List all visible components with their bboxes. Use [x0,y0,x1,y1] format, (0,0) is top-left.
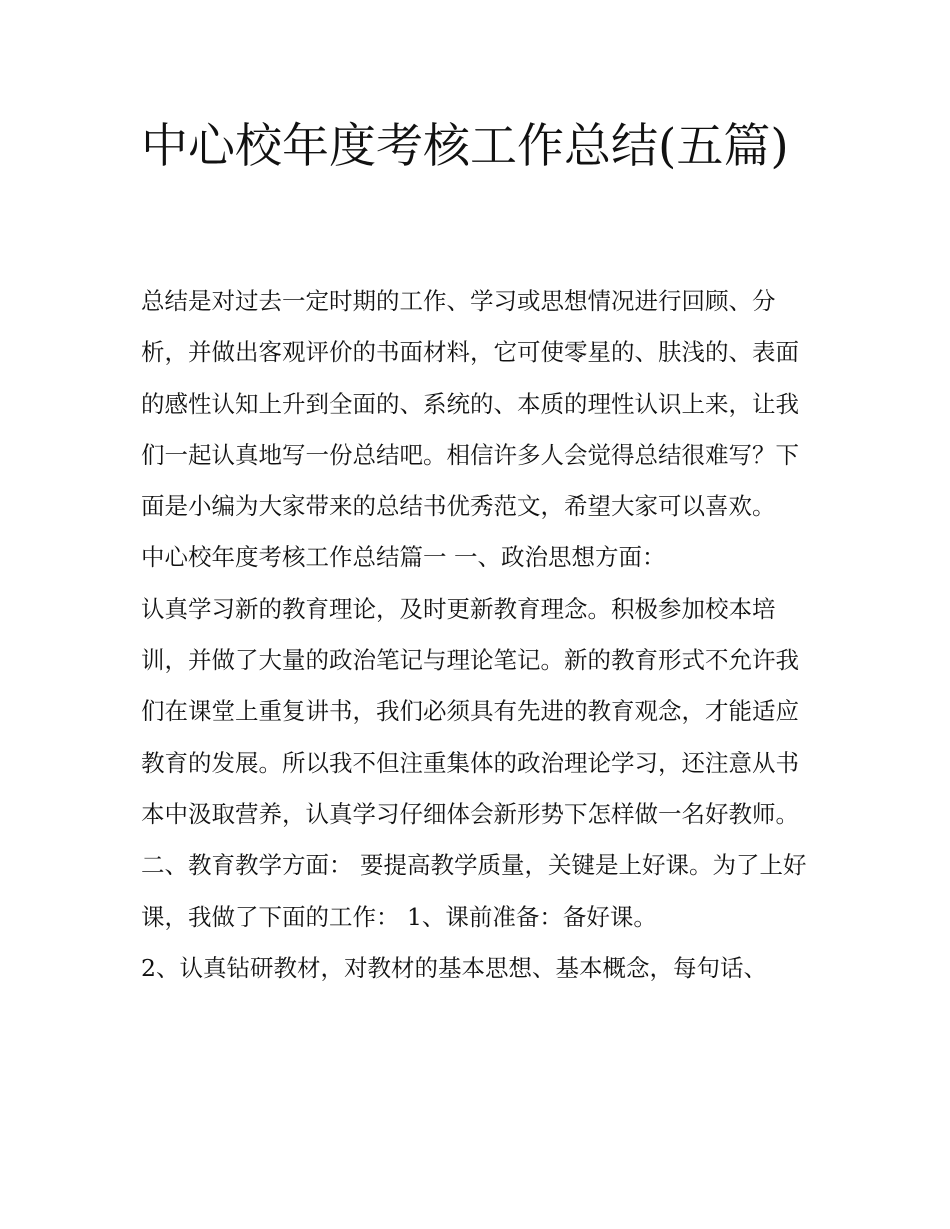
document-title: 中心校年度考核工作总结(五篇) [141,119,789,174]
section-heading-politics: 中心校年度考核工作总结篇一 一、政治思想方面： [141,543,666,572]
document-body [141,276,817,994]
politics-paragraph: 认真学习新的教育理论，及时更新教育理念。积极参加校本培训，并做了大量的政治笔记与理论笔记。新的教育形式不允许我们在课堂上重复讲书，我们必须具有先进的教育观念，才能适应教育的发展。所以我不但注重集体的政治理论学习，还注意从书本中汲取营养，认真学习仔细体会新形势下怎样做一名好教师。 [141,594,799,828]
teaching-paragraph: 二、教育教学方面： 要提高教学质量，关键是上好课。为了上好课，我做了下面的工作： 1、课前准备：备好课。 [141,851,807,931]
intro-paragraph: 总结是对过去一定时期的工作、学习或思想情况进行回顾、分析，并做出客观评价的书面材料，它可使零星的、肤浅的、表面的感性认知上升到全面的、系统的、本质的理性认识上来，让我们一起认真地写一份总结吧。相信许多人会觉得总结很难写？下面是小编为大家带来的总结书优秀范文，希望大家可以喜欢。 [141,287,799,521]
study-materials-paragraph: 2、认真钻研教材，对教材的基本思想、基本概念，每句话、 [141,953,767,982]
